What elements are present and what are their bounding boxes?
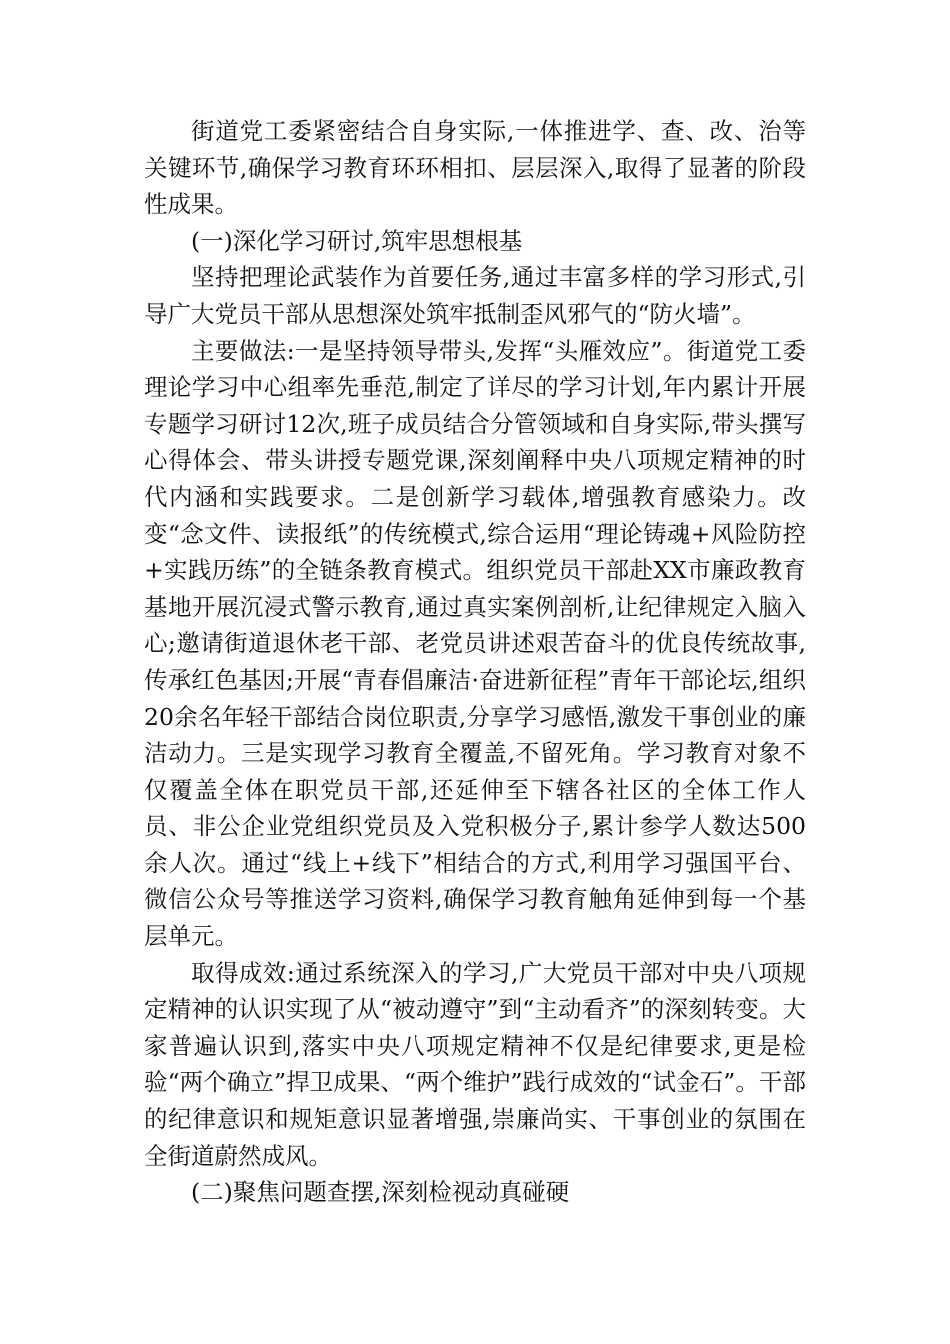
- section-1-results-paragraph: 取得成效:通过系统深入的学习,广大党员干部对中央八项规定精神的认识实现了从“被动遵守”到“主动看齐”的深刻转变。大家普遍认识到,落实中央八项规定精神不仅是纪律要求,更是检验“两个确立”捍卫成果、“两个维护”践行成效的“试金石”。干部的纪律意识和规矩意识显著增强,崇廉尚实、干事创业的氛围在全街道蔚然成风。: [144, 958, 806, 1170]
- section-1-summary-paragraph: 坚持把理论武装作为首要任务,通过丰富多样的学习形式,引导广大党员干部从思想深处筑牢抵制歪风邪气的“防火墙”。: [144, 263, 806, 328]
- section-heading-1: (一)深化学习研讨,筑牢思想根基: [191, 226, 523, 255]
- document-body: [144, 113, 806, 1211]
- intro-paragraph: 街道党工委紧密结合自身实际,一体推进学、查、改、治等关键环节,确保学习教育环环相扣、层层深入,取得了显著的阶段性成果。: [144, 117, 806, 219]
- section-heading-2: (二)聚焦问题查摆,深刻检视动真碰硬: [191, 1178, 570, 1207]
- section-1-methods-paragraph: 主要做法:一是坚持领导带头,发挥“头雁效应”。街道党工委理论学习中心组率先垂范,制定了详尽的学习计划,年内累计开展专题学习研讨12次,班子成员结合分管领域和自身实际,带头撰写心得体会、带头讲授专题党课,深刻阐释中央八项规定精神的时代内涵和实践要求。二是创新学习载体,增强教育感染力。改变“念文件、读报纸”的传统模式,综合运用“理论铸魂+风险防控+实践历练”的全链条教育模式。组织党员干部赴XX市廉政教育基地开展沉浸式警示教育,通过真实案例剖析,让纪律规定入脑入心;邀请街道退休老干部、老党员讲述艰苦奋斗的优良传统故事,传承红色基因;开展“青春倡廉洁·奋进新征程”青年干部论坛,组织20余名年轻干部结合岗位职责,分享学习感悟,激发干事创业的廉洁动力。三是实现学习教育全覆盖,不留死角。学习教育对象不仅覆盖全体在职党员干部,还延伸至下辖各社区的全体工作人员、非公企业党组织党员及入党积极分子,累计参学人数达500余人次。通过“线上+线下”相结合的方式,利用学习强国平台、微信公众号等推送学习资料,确保学习教育触角延伸到每一个基层单元。: [144, 336, 806, 951]
